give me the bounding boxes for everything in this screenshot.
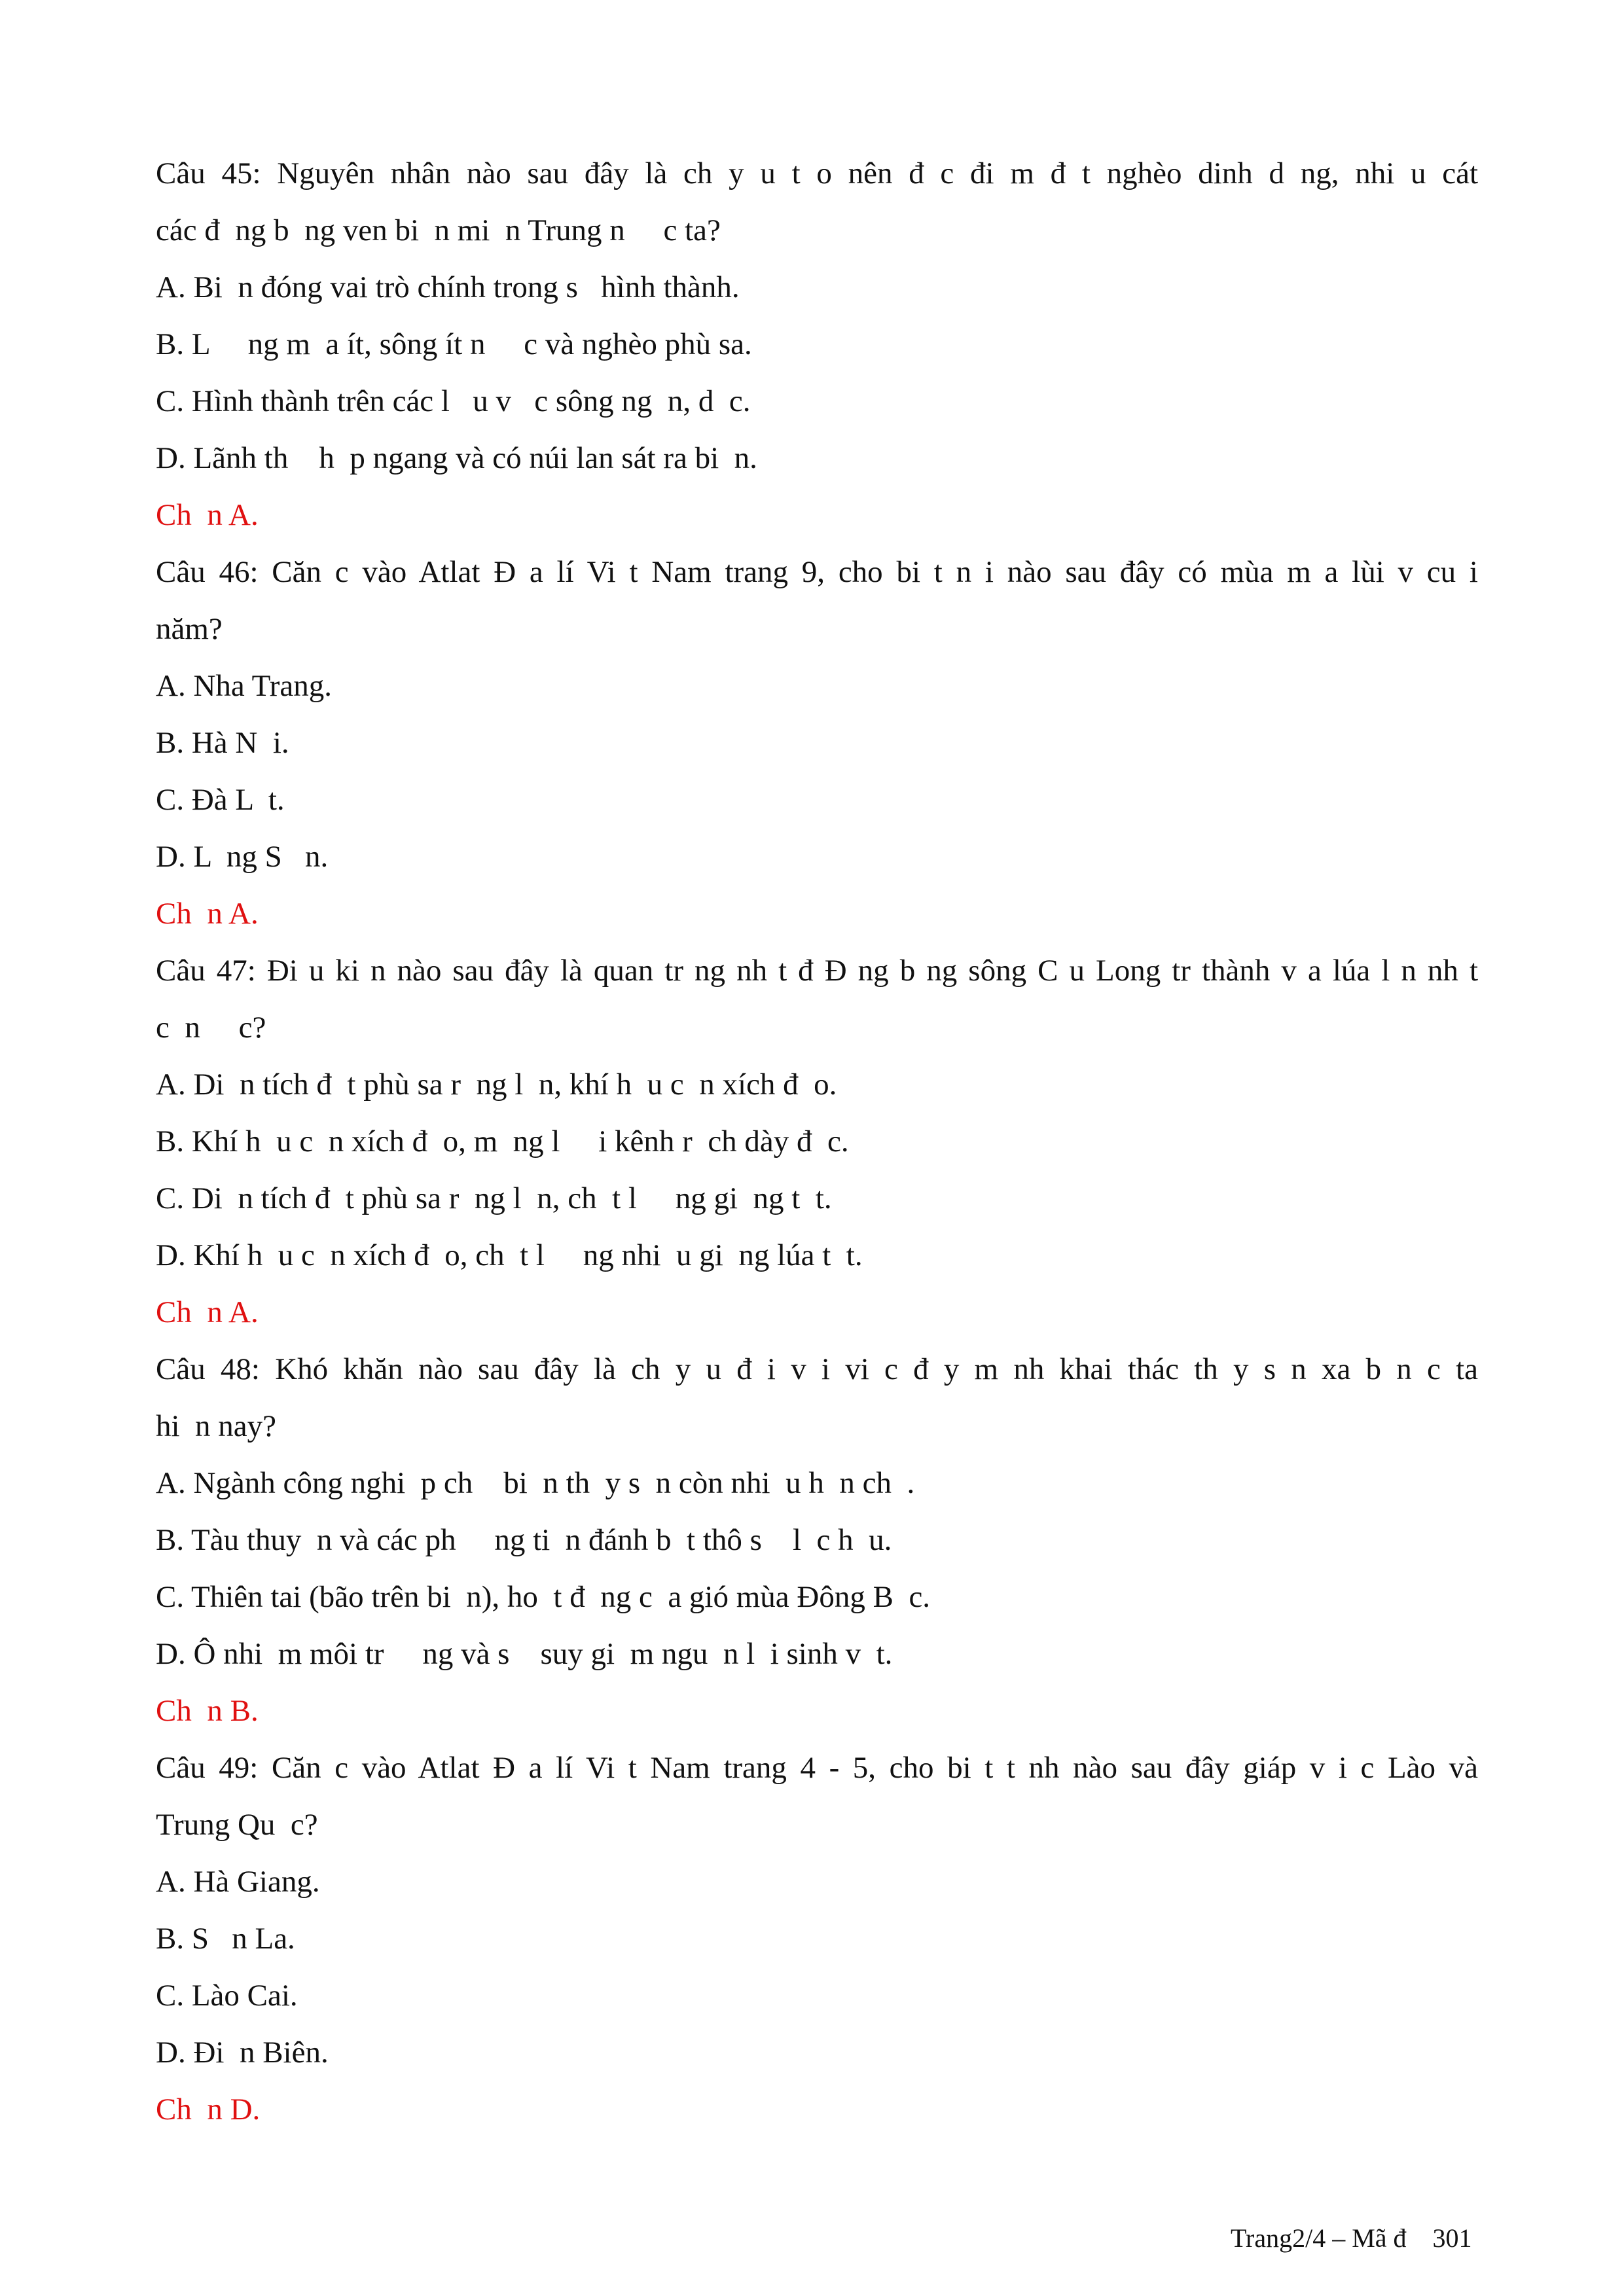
question-45-stem-line-2: các đ ng b ng ven bi n mi n Trung n c ta?	[156, 213, 721, 247]
question-49-option-a: A. Hà Giang.	[156, 1865, 320, 1899]
question-47-option-b: B. Khí h u c n xích đ o, m ng l i kênh r ch dày đ c.	[156, 1124, 849, 1158]
question-48-option-d: D. Ô nhi m môi tr ng và s suy gi m ngu n l i sinh v t.	[156, 1637, 893, 1671]
question-46-answer: Ch n A.	[156, 897, 259, 931]
question-46-stem-line-1: Câu 46: Căn c vào Atlat Đ a lí Vi t Nam trang 9, cho bi t n i nào sau đây có mùa m a lùi v cu i	[156, 555, 1478, 589]
question-48-option-c: C. Thiên tai (bão trên bi n), ho t đ ng c a gió mùa Đông B c.	[156, 1580, 931, 1614]
question-46-option-b: B. Hà N i.	[156, 726, 289, 760]
question-49-stem-line-1: Câu 49: Căn c vào Atlat Đ a lí Vi t Nam trang 4 - 5, cho bi t t nh nào sau đây giáp v i c Lào và	[156, 1751, 1478, 1785]
question-48-answer: Ch n B.	[156, 1694, 259, 1728]
question-47-stem-line-2: c n c?	[156, 1011, 266, 1045]
question-47-option-d: D. Khí h u c n xích đ o, ch t l ng nhi u gi ng lúa t t.	[156, 1238, 863, 1272]
question-49-answer: Ch n D.	[156, 2092, 261, 2126]
question-49-stem-line-2: Trung Qu c?	[156, 1808, 318, 1842]
question-46-stem-line-2: năm?	[156, 612, 223, 646]
page-footer: Trang2/4 – Mã đ 301	[1231, 2223, 1472, 2253]
question-45-option-a: A. Bi n đóng vai trò chính trong s hình thành.	[156, 270, 740, 304]
question-47-option-a: A. Di n tích đ t phù sa r ng l n, khí h u c n xích đ o.	[156, 1067, 837, 1102]
question-45-option-c: C. Hình thành trên các l u v c sông ng n, d c.	[156, 384, 751, 418]
question-48-option-a: A. Ngành công nghi p ch bi n th y s n còn nhi u h n ch .	[156, 1466, 915, 1500]
question-49-option-d: D. Đi n Biên.	[156, 2036, 329, 2070]
question-49-option-c: C. Lào Cai.	[156, 1979, 298, 2013]
question-45-option-d: D. Lãnh th h p ngang và có núi lan sát ra bi n.	[156, 441, 757, 475]
question-48-stem-line-2: hi n nay?	[156, 1409, 277, 1443]
question-46-option-a: A. Nha Trang.	[156, 669, 332, 703]
question-46-option-d: D. L ng S n.	[156, 840, 329, 874]
question-48-stem-line-1: Câu 48: Khó khăn nào sau đây là ch y u đ i v i vi c đ y m nh khai thác th y s n xa b n c ta	[156, 1352, 1478, 1386]
question-47-stem-line-1: Câu 47: Đi u ki n nào sau đây là quan tr ng nh t đ Đ ng b ng sông C u Long tr thành v a lúa l n nh t	[156, 954, 1478, 988]
question-48-option-b: B. Tàu thuy n và các ph ng ti n đánh b t thô s l c h u.	[156, 1523, 892, 1557]
question-45-stem-line-1: Câu 45: Nguyên nhân nào sau đây là ch y u t o nên đ c đi m đ t nghèo dinh d ng, nhi u cát	[156, 156, 1478, 190]
question-46-option-c: C. Đà L t.	[156, 783, 285, 817]
question-47-option-c: C. Di n tích đ t phù sa r ng l n, ch t l ng gi ng t t.	[156, 1181, 832, 1215]
question-list	[156, 145, 1478, 2138]
question-49-option-b: B. S n La.	[156, 1922, 295, 1956]
question-45-answer: Ch n A.	[156, 498, 259, 532]
question-45-option-b: B. L ng m a ít, sông ít n c và nghèo phù sa.	[156, 327, 752, 361]
question-47-answer: Ch n A.	[156, 1295, 259, 1329]
